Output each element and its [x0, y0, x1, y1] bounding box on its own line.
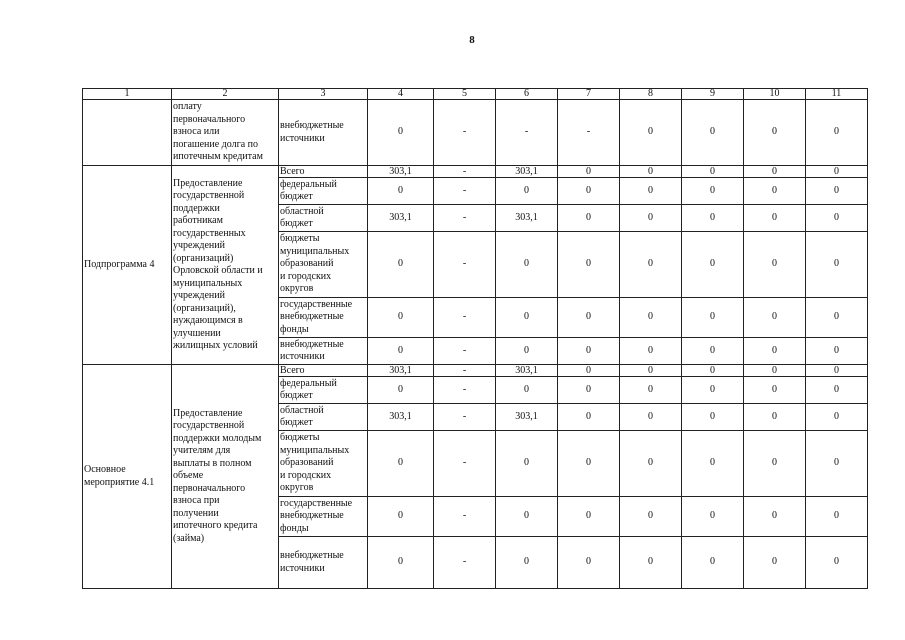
value-cell: 0	[682, 431, 744, 497]
funding-source-cell: государственные внебюджетные фонды	[279, 497, 368, 537]
funding-source-cell: областной бюджет	[279, 205, 368, 232]
column-number: 11	[806, 89, 868, 100]
budget-table	[82, 88, 868, 589]
value-cell: 0	[682, 205, 744, 232]
value-cell: -	[434, 537, 496, 589]
value-cell: 0	[682, 100, 744, 166]
value-cell: 303,1	[496, 404, 558, 431]
value-cell: 303,1	[368, 365, 434, 377]
value-cell: 0	[620, 205, 682, 232]
column-number: 8	[620, 89, 682, 100]
value-cell: 0	[682, 537, 744, 589]
value-cell: 0	[496, 298, 558, 338]
funding-source-cell: федеральный бюджет	[279, 377, 368, 404]
value-cell: 0	[744, 178, 806, 205]
value-cell: 0	[744, 537, 806, 589]
funding-source-cell: внебюджетные источники	[279, 537, 368, 589]
value-cell: 0	[806, 338, 868, 365]
value-cell: 0	[744, 100, 806, 166]
value-cell: 0	[682, 232, 744, 298]
funding-source-cell: внебюджетные источники	[279, 338, 368, 365]
value-cell: 0	[558, 178, 620, 205]
column-number: 1	[83, 89, 172, 100]
column-number: 7	[558, 89, 620, 100]
value-cell: 303,1	[368, 166, 434, 178]
table-row	[83, 166, 868, 178]
value-cell: 0	[806, 365, 868, 377]
value-cell: 0	[682, 298, 744, 338]
value-cell: 0	[496, 431, 558, 497]
value-cell: 0	[368, 232, 434, 298]
value-cell: 0	[558, 166, 620, 178]
funding-source-cell: федеральный бюджет	[279, 178, 368, 205]
value-cell: 0	[368, 100, 434, 166]
value-cell: 0	[682, 338, 744, 365]
value-cell: 0	[744, 338, 806, 365]
value-cell: 0	[368, 431, 434, 497]
value-cell: -	[434, 377, 496, 404]
funding-source-cell: внебюджетные источники	[279, 100, 368, 166]
value-cell: -	[434, 365, 496, 377]
value-cell: 0	[496, 232, 558, 298]
program-description-cell: Предоставление государственной поддержки работникам государственных учреждений (организаций) Орловской области и муниципальных учреждений (организаций), нуждающимся в улучшении жилищных условий	[172, 166, 279, 365]
value-cell: 0	[620, 404, 682, 431]
value-cell: -	[434, 404, 496, 431]
value-cell: 0	[620, 100, 682, 166]
program-description-cell: оплату первоначального взноса или погашение долга по ипотечным кредитам	[172, 100, 279, 166]
value-cell: 303,1	[368, 205, 434, 232]
value-cell: 0	[620, 232, 682, 298]
value-cell: -	[434, 338, 496, 365]
value-cell: -	[434, 497, 496, 537]
value-cell: -	[434, 298, 496, 338]
value-cell: 0	[620, 497, 682, 537]
value-cell: 0	[620, 365, 682, 377]
value-cell: -	[434, 178, 496, 205]
funding-source-cell: Всего	[279, 365, 368, 377]
value-cell: 0	[368, 537, 434, 589]
value-cell: 0	[620, 338, 682, 365]
value-cell: -	[434, 166, 496, 178]
value-cell: 0	[496, 377, 558, 404]
program-description-cell: Предоставление государственной поддержки молодым учителям для выплаты в полном объеме первоначального взноса при получении ипотечного кредита (займа)	[172, 365, 279, 589]
value-cell: 0	[368, 178, 434, 205]
value-cell: 303,1	[496, 166, 558, 178]
value-cell: 0	[620, 166, 682, 178]
value-cell: 0	[558, 404, 620, 431]
column-number: 2	[172, 89, 279, 100]
value-cell: -	[434, 431, 496, 497]
value-cell: 0	[682, 166, 744, 178]
program-name-cell	[83, 100, 172, 166]
value-cell: 0	[620, 377, 682, 404]
column-number: 9	[682, 89, 744, 100]
value-cell: 0	[368, 338, 434, 365]
value-cell: 303,1	[496, 365, 558, 377]
table-body	[83, 100, 868, 589]
value-cell: 0	[744, 497, 806, 537]
value-cell: 0	[744, 377, 806, 404]
value-cell: 0	[806, 232, 868, 298]
table-row	[83, 365, 868, 377]
value-cell: 0	[806, 497, 868, 537]
value-cell: 0	[806, 537, 868, 589]
value-cell: 0	[744, 431, 806, 497]
value-cell: 0	[806, 205, 868, 232]
value-cell: 0	[558, 365, 620, 377]
value-cell: 0	[806, 178, 868, 205]
value-cell: 0	[806, 298, 868, 338]
value-cell: 0	[806, 431, 868, 497]
value-cell: -	[434, 232, 496, 298]
value-cell: 0	[806, 166, 868, 178]
value-cell: 0	[558, 377, 620, 404]
value-cell: 0	[682, 365, 744, 377]
value-cell: 0	[806, 404, 868, 431]
program-name-cell: Основное мероприятие 4.1	[83, 365, 172, 589]
funding-source-cell: областной бюджет	[279, 404, 368, 431]
value-cell: -	[434, 205, 496, 232]
funding-source-cell: государственные внебюджетные фонды	[279, 298, 368, 338]
value-cell: 0	[558, 537, 620, 589]
value-cell: -	[496, 100, 558, 166]
value-cell: 0	[496, 537, 558, 589]
value-cell: 0	[682, 377, 744, 404]
column-number: 3	[279, 89, 368, 100]
value-cell: 0	[744, 205, 806, 232]
value-cell: 0	[620, 431, 682, 497]
value-cell: 0	[368, 497, 434, 537]
value-cell: 0	[558, 431, 620, 497]
value-cell: 0	[744, 166, 806, 178]
value-cell: 303,1	[368, 404, 434, 431]
value-cell: 0	[744, 365, 806, 377]
value-cell: 0	[496, 497, 558, 537]
page-number: 8	[469, 34, 475, 46]
value-cell: 0	[744, 404, 806, 431]
column-number: 10	[744, 89, 806, 100]
column-number: 6	[496, 89, 558, 100]
funding-source-cell: бюджеты муниципальных образований и городских округов	[279, 431, 368, 497]
value-cell: 0	[620, 178, 682, 205]
value-cell: -	[558, 100, 620, 166]
value-cell: 0	[682, 497, 744, 537]
funding-source-cell: Всего	[279, 166, 368, 178]
value-cell: 0	[368, 377, 434, 404]
table-row	[83, 100, 868, 166]
value-cell: 0	[558, 232, 620, 298]
program-name-cell: Подпрограмма 4	[83, 166, 172, 365]
funding-source-cell: бюджеты муниципальных образований и городских округов	[279, 232, 368, 298]
value-cell: 0	[806, 377, 868, 404]
value-cell: 303,1	[496, 205, 558, 232]
value-cell: -	[434, 100, 496, 166]
table-header	[83, 89, 868, 100]
value-cell: 0	[368, 298, 434, 338]
value-cell: 0	[620, 537, 682, 589]
value-cell: 0	[744, 298, 806, 338]
value-cell: 0	[682, 178, 744, 205]
value-cell: 0	[558, 205, 620, 232]
value-cell: 0	[620, 298, 682, 338]
column-number: 5	[434, 89, 496, 100]
column-number-row	[83, 89, 868, 100]
value-cell: 0	[558, 497, 620, 537]
value-cell: 0	[496, 178, 558, 205]
value-cell: 0	[682, 404, 744, 431]
value-cell: 0	[558, 298, 620, 338]
value-cell: 0	[558, 338, 620, 365]
value-cell: 0	[806, 100, 868, 166]
value-cell: 0	[496, 338, 558, 365]
value-cell: 0	[744, 232, 806, 298]
column-number: 4	[368, 89, 434, 100]
